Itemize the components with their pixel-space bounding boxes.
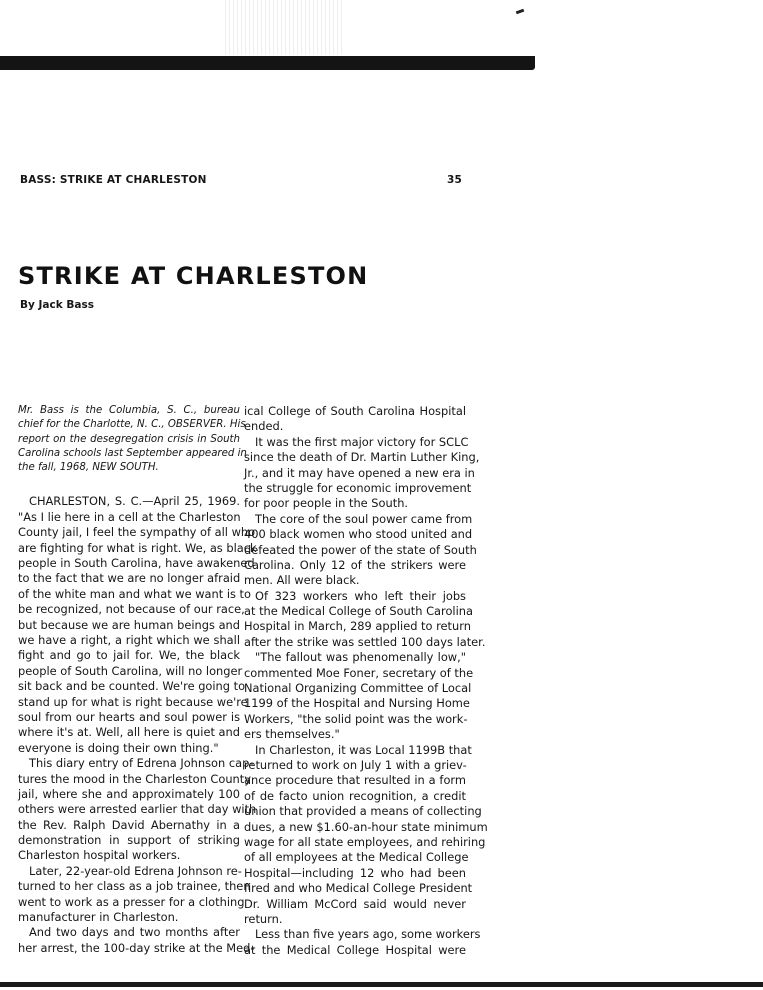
text-line: tures the mood in the Charleston County	[18, 771, 251, 786]
text-line: stand up for what is right because we're	[18, 694, 248, 709]
text-line: 1199 of the Hospital and Nursing Home	[244, 696, 470, 711]
byline: By Jack Bass	[20, 299, 94, 311]
text-line: went to work as a presser for a clothing	[18, 894, 245, 909]
text-line: the Rev. Ralph David Abernathy in a	[18, 817, 240, 832]
text-line: the struggle for economic improvement	[244, 480, 472, 495]
text-line: Hospital in March, 289 applied to return	[244, 619, 471, 634]
text-line: dues, a new $1.60-an-hour state minimum	[244, 819, 488, 834]
text-line: It was the first major victory for SCLC	[255, 434, 469, 449]
text-line: of de facto union recognition, a credit	[244, 788, 466, 803]
text-line: for poor people in the South.	[244, 496, 409, 511]
top-scan-bar	[0, 56, 535, 70]
scan-mark	[516, 9, 525, 15]
text-line: at the Medical College of South Carolina	[244, 604, 473, 619]
text-line: demonstration in support of striking	[18, 833, 240, 848]
text-line: soul from our hearts and soul power is	[18, 709, 240, 724]
text-line: union that provided a means of collecting	[244, 804, 482, 819]
author-note-line: Carolina schools last September appeared in	[18, 447, 247, 459]
left-column-body	[18, 494, 257, 956]
text-line: at the Medical College Hospital were	[244, 942, 466, 957]
author-note	[18, 404, 247, 475]
text-line: Charleston hospital workers.	[18, 848, 181, 863]
text-line: commented Moe Foner, secretary of the	[244, 665, 474, 680]
article-title: STRIKE AT CHARLESTON	[18, 262, 369, 290]
text-line: Less than five years ago, some workers	[255, 927, 481, 942]
right-column	[244, 404, 488, 958]
text-line: fired and who Medical College President	[244, 881, 473, 896]
page-number: 35	[446, 174, 462, 186]
text-line: wage for all state employees, and rehiring	[244, 834, 486, 849]
text-line: to the fact that we are no longer afraid	[18, 571, 241, 586]
text-line: fight and go to jail for. We, the black	[18, 648, 240, 663]
text-line: ical College of South Carolina Hospital	[244, 404, 466, 418]
author-note-line: Mr. Bass is the Columbia, S. C., bureau	[18, 405, 240, 416]
text-line: ance procedure that resulted in a form	[244, 773, 466, 788]
text-line: This diary entry of Edrena Johnson cap-	[29, 756, 254, 771]
text-line: National Organizing Committee of Local	[244, 681, 472, 696]
text-line: Carolina. Only 12 of the strikers were	[244, 557, 466, 572]
text-line: men. All were black.	[244, 573, 360, 588]
text-line: others were arrested earlier that day with	[18, 802, 257, 817]
author-note-line: the fall, 1968, NEW SOUTH.	[18, 462, 159, 474]
text-line: And two days and two months after	[29, 925, 240, 940]
text-line: are fighting for what is right. We, as black	[18, 540, 257, 555]
text-line: 400 black women who stood united and	[244, 527, 473, 542]
text-line: "The fallout was phenomenally low,"	[255, 650, 466, 665]
text-line: turned to her class as a job trainee, then	[18, 879, 251, 894]
text-line: Of 323 workers who left their jobs	[255, 588, 466, 603]
running-head	[20, 172, 462, 188]
text-line: after the strike was settled 100 days later.	[244, 634, 486, 649]
text-line: "As I lie here in a cell at the Charleston	[18, 509, 241, 524]
text-line: jail, where she and approximately 100	[18, 786, 240, 801]
text-line: people in South Carolina, have awakened	[18, 556, 255, 571]
text-line: we have a right, a right which we shall	[18, 633, 240, 647]
author-note-line: chief for the Charlotte, N. C., OBSERVER. His	[18, 419, 246, 431]
text-line: Workers, "the solid point was the work-	[244, 711, 468, 726]
text-line: be recognized, not because of our race,	[18, 602, 245, 617]
running-head-title: BASS: STRIKE AT CHARLESTON	[20, 174, 207, 186]
text-line: where it's at. Well, all here is quiet and	[18, 725, 240, 740]
text-line: everyone is doing their own thing."	[18, 740, 219, 755]
text-line: returned to work on July 1 with a griev-	[244, 757, 467, 772]
text-line: sit back and be counted. We're going to	[18, 679, 246, 694]
text-line: CHARLESTON, S. C.—April 25, 1969.	[29, 494, 240, 509]
text-line: County jail, I feel the sympathy of all who	[18, 525, 256, 540]
text-line: return.	[244, 911, 283, 926]
text-line: Hospital—including 12 who had been	[244, 865, 466, 880]
text-line: her arrest, the 100-day strike at the Med-	[18, 940, 255, 955]
text-line: ers themselves."	[244, 727, 340, 742]
text-line: ended.	[244, 419, 284, 434]
text-line: Dr. William McCord said would never	[244, 896, 466, 911]
text-line: of the white man and what we want is to	[18, 586, 251, 601]
text-line: but because we are human beings and	[18, 617, 240, 632]
text-line: The core of the soul power came from	[255, 511, 473, 526]
left-column	[18, 404, 257, 956]
text-line: Later, 22-year-old Edrena Johnson re-	[29, 863, 242, 878]
text-line: defeated the power of the state of South	[244, 542, 477, 557]
author-note-line: report on the desegregation crisis in South	[18, 433, 240, 445]
text-line: manufacturer in Charleston.	[18, 910, 179, 925]
text-line: of all employees at the Medical College	[244, 850, 469, 865]
text-line: people of South Carolina, will no longer	[18, 663, 243, 678]
text-line: In Charleston, it was Local 1199B that	[255, 742, 472, 757]
bottom-scan-bar	[0, 982, 763, 987]
text-line: Jr., and it may have opened a new era in	[244, 465, 475, 480]
text-line: since the death of Dr. Martin Luther King,	[244, 450, 480, 465]
